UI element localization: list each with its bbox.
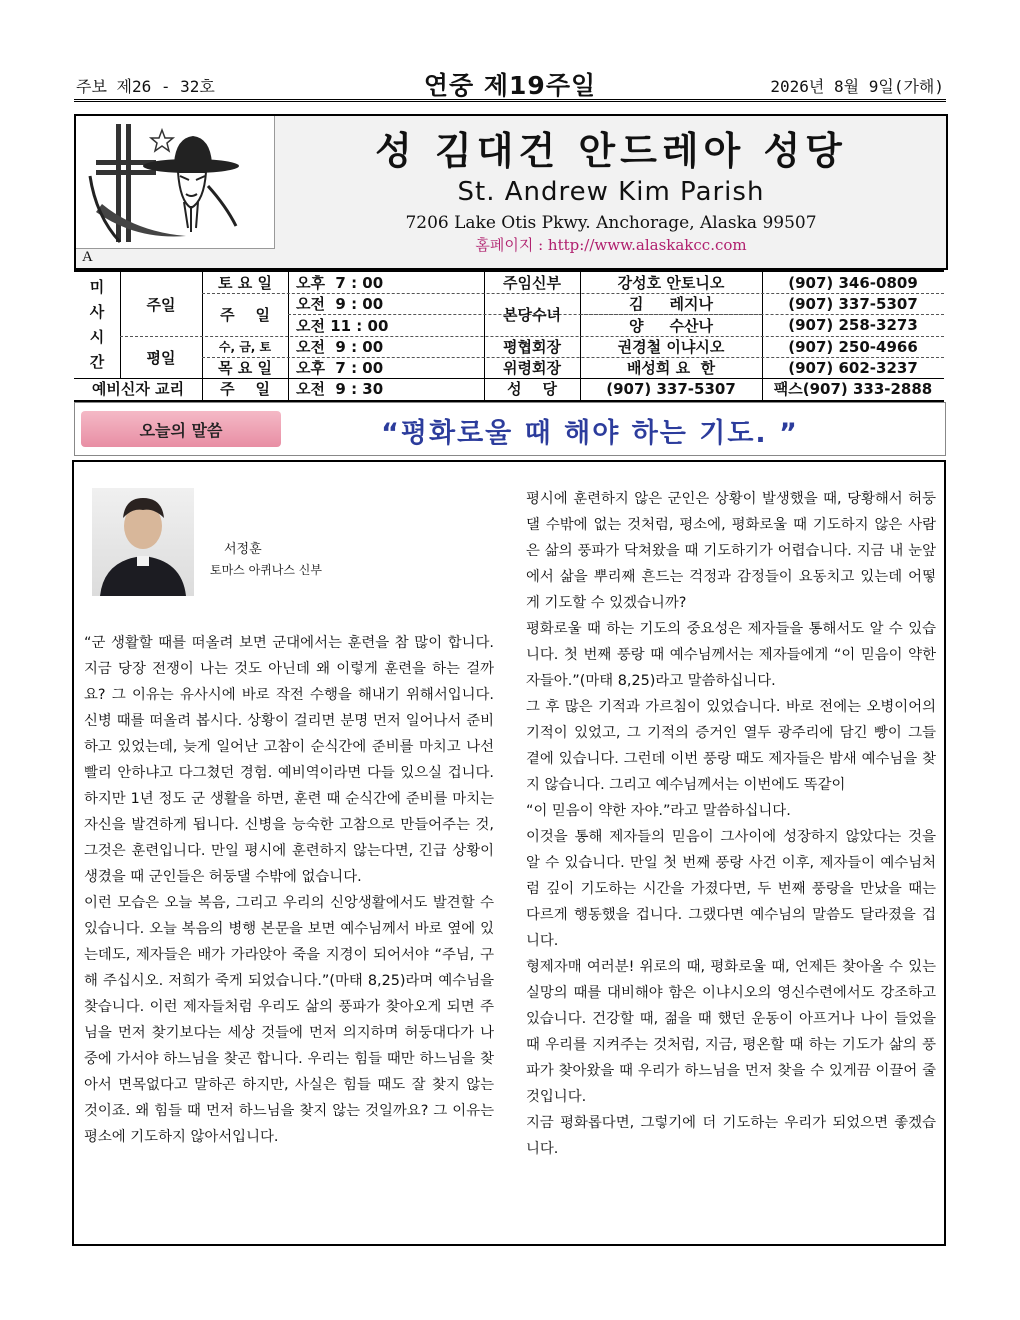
schedule-time: 오전 9 : 00 xyxy=(296,338,384,356)
bulletin-date: 2026년 8월 9일(가해) xyxy=(770,77,944,96)
mass-label-char: 시 xyxy=(89,328,105,346)
schedule-time: 오후 7 : 00 xyxy=(296,359,384,377)
parish-name-korean: 성 김대건 안드레아 성당 xyxy=(375,128,847,173)
bulletin-topline xyxy=(74,66,946,100)
contact-name: 양 수산나 xyxy=(628,316,714,335)
article-left-column xyxy=(84,630,494,1150)
parish-phone: (907) 337-5307 xyxy=(606,379,736,398)
logo-letter: A xyxy=(82,249,93,265)
schedule-day: 주 일 xyxy=(220,380,270,398)
schedule-time: 오전 9 : 00 xyxy=(296,295,384,313)
sunday-label: 주일 xyxy=(146,295,176,314)
article-paragraph: “군 생활할 때를 떠올려 보면 군대에서는 훈련을 참 많이 합니다. 지금 당장 전쟁이 나는 것도 아닌데 왜 이렇게 훈련을 하는 걸까요? 그 이유는 유사시에 바로 작전 수행을 해내기 위해서입니다. 신병 때를 떠올려 봅시다. 상황이 걸리면 분명 먼저 일어나서 준비하고 있었는데, 늦게 일어난 고참이 순식간에 준비를 마치고 나선 빨리 안하냐고 다그쳤던 경험. 예비역이라면 다들 있으실 겁니다. 하지만 1년 정도 군 생활을 하면, 훈련 때 순식간에 준비를 마치는 자신을 발견하게 됩니다. 신병을 능숙한 고참으로 만들어주는 것, 그것은 훈련입니다. 만일 평시에 훈련하지 않는다면, 긴급 상황이 생겼을 때 군인들은 허둥댈 수밖에 없습니다. xyxy=(84,635,494,885)
author-name: 서정훈 xyxy=(224,542,262,557)
catechumen-label: 예비신자 교리 xyxy=(91,380,185,398)
contact-role: 주임신부 xyxy=(503,274,561,292)
priest-portrait-icon xyxy=(92,488,194,596)
contact-name: 권경철 이냐시오 xyxy=(617,338,725,356)
todays-word-quote: “평화로울 때 해야 하는 기도. ” xyxy=(381,418,799,449)
weekday-label: 평일 xyxy=(146,348,176,367)
mass-label-char: 간 xyxy=(89,353,105,371)
author-photo xyxy=(92,488,194,596)
homily-article xyxy=(72,460,946,1246)
article-paragraph: “이 믿음이 약한 자야.”라고 말씀하십니다. xyxy=(526,803,791,819)
parish-fax: 팩스(907) 333-2888 xyxy=(773,380,933,398)
contact-name: 김 레지나 xyxy=(628,295,714,313)
top-rule xyxy=(74,99,946,102)
todays-word-ribbon xyxy=(81,411,281,447)
mass-label-char: 사 xyxy=(89,303,105,321)
contact-phone: (907) 346-0809 xyxy=(788,273,918,292)
article-paragraph: 이것을 통해 제자들의 믿음이 그사이에 성장하지 않았다는 것을 알 수 있습니다. 만일 첫 번째 풍랑 사건 이후, 제자들이 예수님처럼 깊이 기도하는 시간을 가졌다면, 두 번째 풍랑을 만났을 때는 다르게 행동했을 겁니다. 그랬다면 예수님의 말씀도 달라졌을 겁니다. xyxy=(526,829,936,949)
contact-phone: (907) 602-3237 xyxy=(788,358,918,377)
parish-address: 7206 Lake Otis Pkwy. Anchorage, Alaska 99507 xyxy=(405,213,817,233)
liturgical-week: 연중 제19주일 xyxy=(423,71,597,100)
contact-phone: (907) 258-3273 xyxy=(788,316,918,334)
todays-word-banner xyxy=(74,402,946,456)
contact-phone: (907) 250-4966 xyxy=(788,337,918,356)
schedule-time: 오전 11 : 00 xyxy=(296,316,389,335)
parish-logo xyxy=(76,116,275,265)
schedule-day: 주 일 xyxy=(220,306,270,324)
parish-info xyxy=(276,116,946,255)
issue-number: 주보 제26 - 32호 xyxy=(76,77,215,96)
schedule-time: 오전 9 : 30 xyxy=(296,380,384,398)
article-paragraph: 평시에 훈련하지 않은 군인은 상황이 발생했을 때, 당황해서 허둥댈 수밖에 없는 것처럼, 평소에, 평화로울 때 기도하지 않은 사람은 삶의 풍파가 닥쳐왔을 때 기도하기가 어렵습니다. 지금 내 눈앞에서 삶을 뿌리째 흔드는 걱정과 감정들이 요동치고 있는데 어떻게 기도할 수 있겠습니까? xyxy=(526,491,936,611)
contact-role: 성 당 xyxy=(507,380,557,398)
logo-icon xyxy=(76,116,274,248)
schedule-day: 수, 금, 토 xyxy=(218,340,272,354)
contact-name: 배성희 요 한 xyxy=(626,359,716,377)
article-right-column xyxy=(526,486,936,1162)
article-paragraph: 평화로울 때 하는 기도의 중요성은 제자들을 통해서도 알 수 있습니다. 첫 번째 풍랑 때 예수님께서는 제자들에게 “이 믿음이 약한 자들아.”(마태 8,25)라고 말씀하십니다. xyxy=(526,621,936,689)
article-paragraph: 그 후 많은 기적과 가르침이 있었습니다. 바로 전에는 오병이어의 기적이 있었고, 그 기적의 증거인 열두 광주리에 담긴 빵이 그들 곁에 있습니다. 그런데 이번 풍랑 때도 제자들은 밤새 예수님을 찾지 않습니다. 그리고 예수님께서는 이번에도 똑같이 xyxy=(526,699,936,793)
article-paragraph: 형제자매 여러분! 위로의 때, 평화로울 때, 언제든 찾아올 수 있는 실망의 때를 대비해야 함은 이냐시오의 영신수련에서도 강조하고 있습니다. 건강할 때, 젊을 때 했던 운동이 아프거나 나이 들었을 때 우리를 지켜주는 것처럼, 지금, 평온할 때 하는 기도가 삶의 풍파가 찾아왔을 때 우리가 하느님을 먼저 찾을 수 있게끔 이끌어 줄 것입니다. xyxy=(526,959,936,1105)
article-paragraph: 이런 모습은 오늘 복음, 그리고 우리의 신앙생활에서도 발견할 수 있습니다. 오늘 복음의 병행 본문을 보면 예수님께서 바로 옆에 있는데도, 제자들은 배가 가라앉아 죽을 지경이 되어서야 “주님, 구해 주십시오. 저희가 죽게 되었습니다.”(마태 8,25)라며 예수님을 찾습니다. 이런 제자들처럼 우리도 삶의 풍파가 찾아오게 되면 주님을 먼저 찾기보다는 세상 것들에 먼저 의지하며 허둥대다가 나중에 가서야 하느님을 찾곤 합니다. 우리는 힘들 때만 하느님을 찾아서 면목없다고 말하곤 하지만, 사실은 힘들 때도 잘 찾지 않는 것이죠. 왜 힘들 때 먼저 하느님을 찾지 않는 것일까요? 그 이유는 평소에 기도하지 않아서입니다. xyxy=(84,895,494,1145)
contact-phone: (907) 337-5307 xyxy=(788,294,918,313)
contact-role: 본당수녀 xyxy=(503,306,561,324)
contact-role: 평협회장 xyxy=(503,338,561,356)
author-role: 토마스 아퀴나스 신부 xyxy=(210,563,322,577)
mass-label-char: 미 xyxy=(89,278,105,296)
schedule-time: 오후 7 : 00 xyxy=(296,274,384,292)
contact-role: 위령회장 xyxy=(503,359,561,377)
contact-name: 강성호 안토니오 xyxy=(617,274,725,292)
schedule-day: 목 요 일 xyxy=(218,359,272,377)
parish-header xyxy=(74,114,948,270)
todays-word-label: 오늘의 말씀 xyxy=(139,421,223,440)
parish-homepage-link[interactable]: 홈페이지 : http://www.alaskakcc.com xyxy=(475,236,747,254)
schedule-day: 토 요 일 xyxy=(218,274,272,292)
mass-schedule-table xyxy=(74,270,944,402)
article-paragraph: 지금 평화롭다면, 그렇기에 더 기도하는 우리가 되었으면 좋겠습니다. xyxy=(526,1115,936,1157)
parish-name-english: St. Andrew Kim Parish xyxy=(457,177,765,207)
